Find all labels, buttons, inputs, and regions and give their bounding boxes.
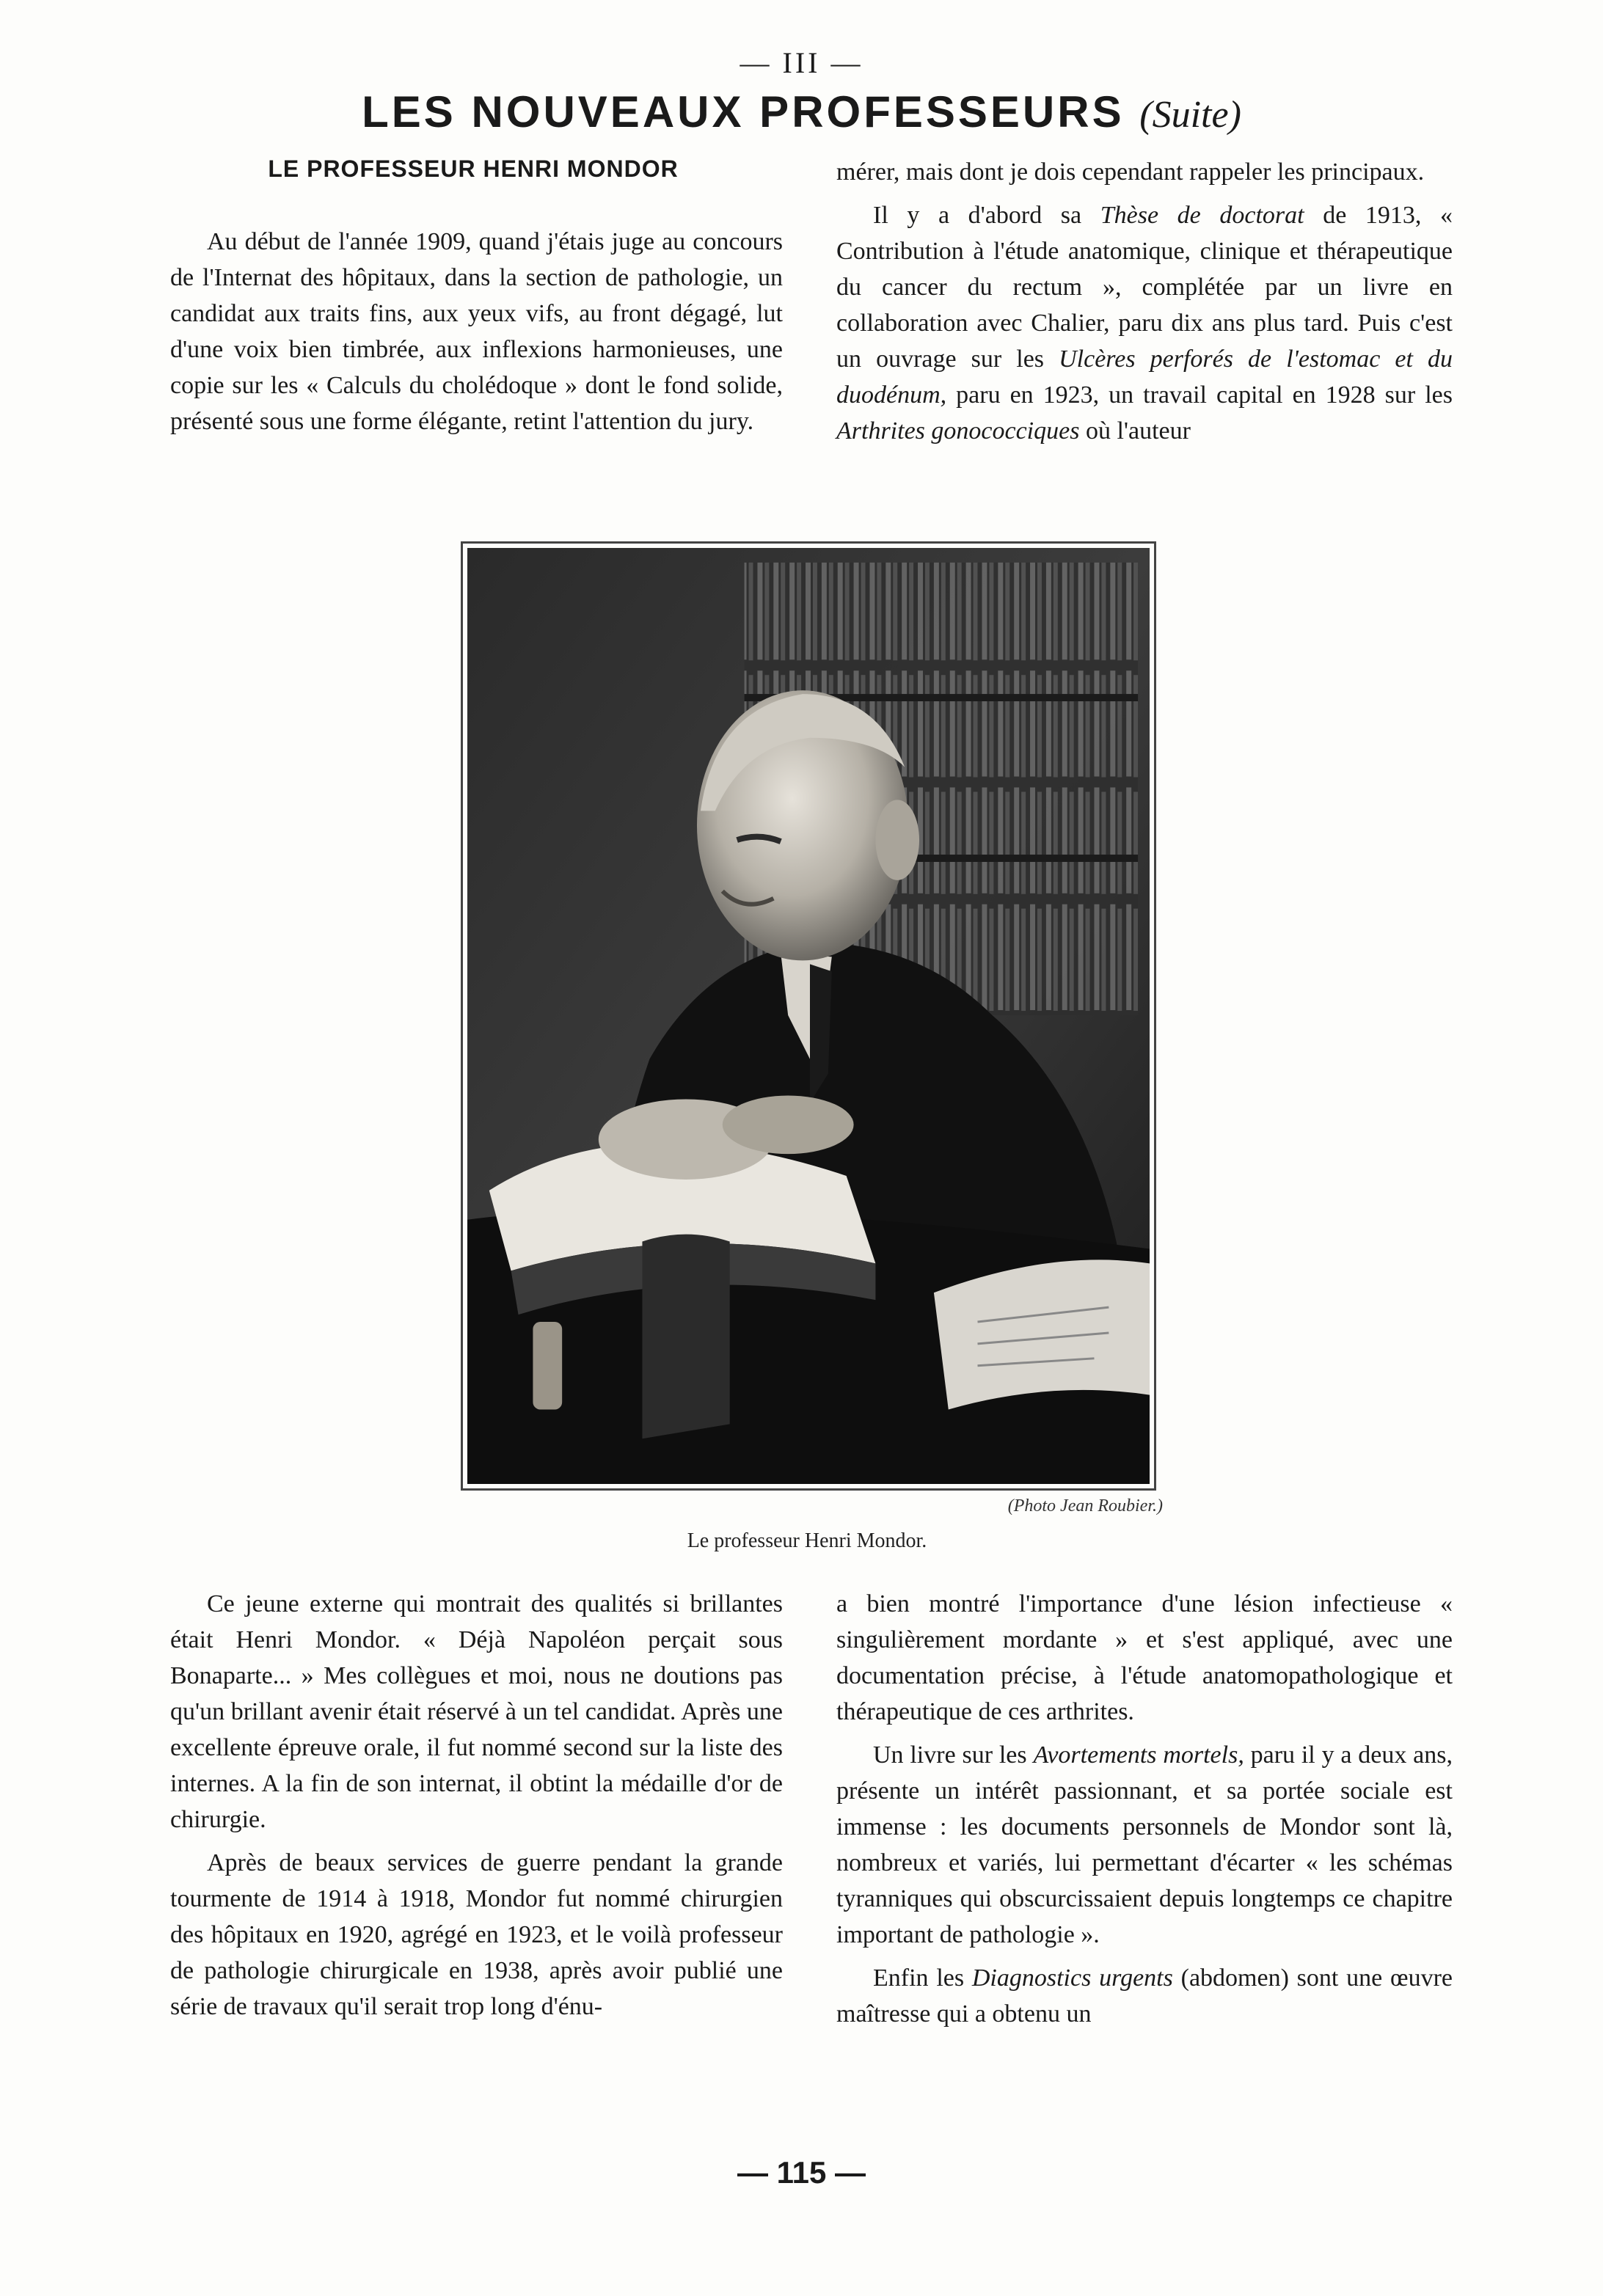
paragraph: a bien montré l'importance d'une lésion infectieuse « singulièrement mordante » et s'est appliqué, avec une documentation précise, à l'étude anatomopathologique et thérapeutique de ces arthrites. <box>836 1590 1453 1725</box>
paragraph: Il y a d'abord sa Thèse de doctorat de 1913, « Contribution à l'étude anatomique, clinique et thérapeutique du cancer du rectum », complétée par un livre en collaboration avec Chalier, paru dix ans plus tard. Puis c'est un ouvrage sur les Ulcères perforés de l'estomac et du duodénum, paru en 1923, un travail capital en 1928 sur les Arthrites gonococciques où l'auteur <box>836 202 1453 445</box>
running-head: — III — <box>740 46 863 79</box>
title-suffix: (Suite) <box>1139 94 1241 136</box>
column-top-right <box>836 154 1453 456</box>
work-title: Ulcères perforés de l'estomac et du duodénum, <box>836 346 1453 409</box>
column-bottom-right <box>836 1586 1453 2039</box>
paragraph: Au début de l'année 1909, quand j'étais juge au concours de l'Internat des hôpitaux, dans la section de pathologie, un candidat aux traits fins, aux yeux vifs, au front dégagé, lut d'une voix bien timbrée, aux inflexions harmonieuses, une copie sur les « Calculs du cholédoque » dont le fond solide, présenté sous une forme élégante, retint l'attention du jury. <box>170 228 783 435</box>
paragraph: Après de beaux services de guerre pendant la grande tourmente de 1914 à 1918, Mondor fut nommé chirurgien des hôpitaux en 1920, agrégé en 1923, et le voilà professeur de pathologie chirurgicale en 1938, après avoir publié une série de travaux qu'il serait trop long d'énu- <box>170 1849 783 2020</box>
photo-credit: (Photo Jean Roubier.) <box>1007 1496 1163 1516</box>
paragraph: mérer, mais dont je dois cependant rappeler les principaux. <box>836 158 1425 186</box>
work-title: Arthrites gonococciques <box>836 417 1080 445</box>
portrait-photo <box>461 541 1156 1491</box>
paragraph: Enfin les Diagnostics urgents (abdomen) sont une œuvre maîtresse qui a obtenu un <box>836 1964 1453 2028</box>
title-text: LES NOUVEAUX PROFESSEURS <box>362 87 1125 136</box>
work-title: Thèse de doctorat <box>1100 202 1304 229</box>
work-title: Avortements mortels, <box>1033 1741 1244 1769</box>
work-title: Diagnostics urgents <box>971 1964 1173 1992</box>
section-subtitle: LE PROFESSEUR HENRI MONDOR <box>268 156 679 182</box>
portrait-image <box>467 548 1150 1484</box>
figure-caption: Le professeur Henri Mondor. <box>687 1529 927 1552</box>
paragraph: Un livre sur les Avortements mortels, paru il y a deux ans, présente un intérêt passionnant, et sa portée sociale est immense : les documents personnels de Mondor sont là, nombreux et variés, lui permettant d'écarter « les schémas tyranniques qui obscurcissaient depuis longtemps ce chapitre important de pathologie ». <box>836 1741 1453 1948</box>
article-title <box>0 87 1603 137</box>
column-top-left <box>170 224 783 447</box>
page-number: — 115 — <box>737 2155 866 2190</box>
column-bottom-left <box>170 1586 783 2032</box>
paragraph: Ce jeune externe qui montrait des qualités si brillantes était Henri Mondor. « Déjà Napoléon perçait sous Bonaparte... » Mes collègues et moi, nous ne doutions pas qu'un brillant avenir était réservé à un tel candidat. Après une excellente épreuve orale, il fut nommé second sur la liste des internes. A la fin de son internat, il obtint la médaille d'or de chirurgie. <box>170 1590 783 1833</box>
